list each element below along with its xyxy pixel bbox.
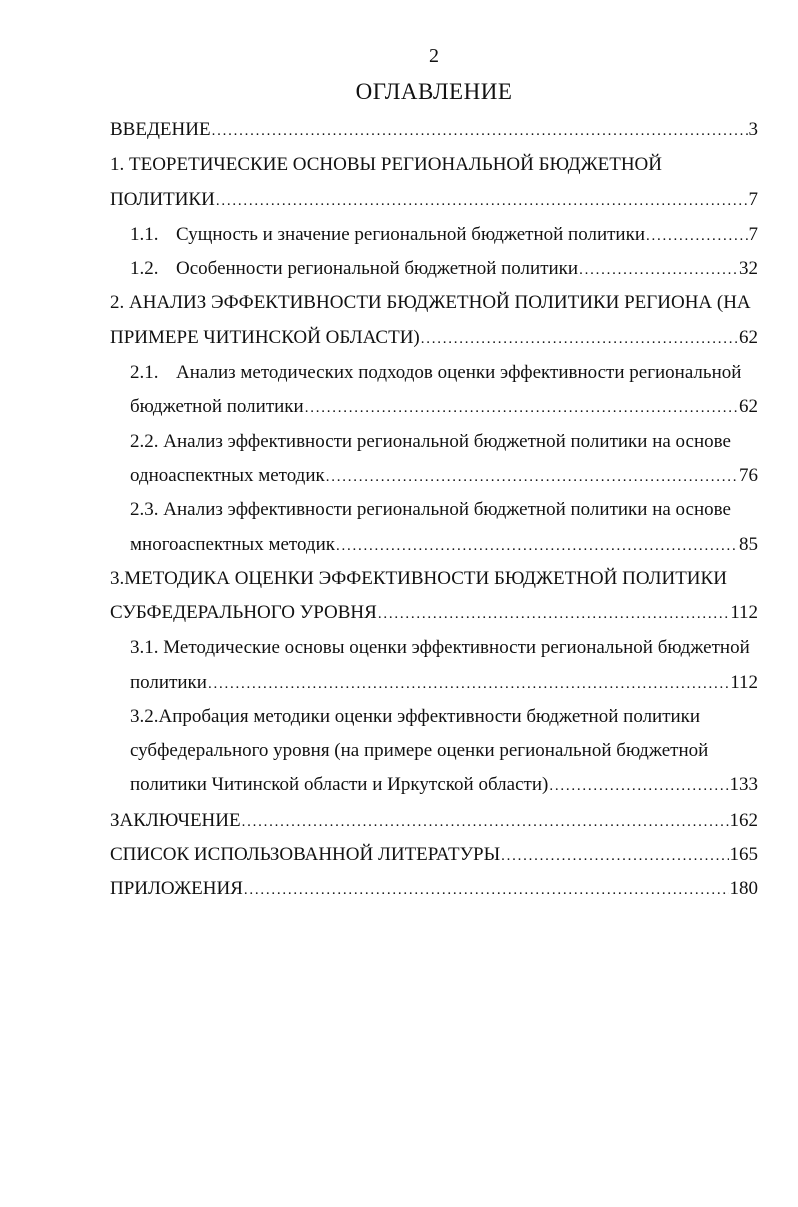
toc-leader-dots <box>326 464 738 490</box>
toc-section-number: 1.1. <box>130 224 159 245</box>
toc-section-title: Анализ методических подходов оценки эффективности региональной <box>176 362 742 383</box>
toc-section-2-2-heading[interactable] <box>130 429 758 455</box>
toc-entry-appendix[interactable] <box>110 876 758 903</box>
toc-section-number: 2.1. <box>130 362 159 383</box>
page-title: ОГЛАВЛЕНИЕ <box>355 79 513 104</box>
toc-entry-literature[interactable] <box>110 842 758 869</box>
toc-entry-page: 7 <box>748 224 758 245</box>
toc-section-3-2-heading[interactable] <box>130 704 758 730</box>
toc-entry-label: ЗАКЛЮЧЕНИЕ <box>110 810 241 831</box>
toc-entry-label: ПРИЛОЖЕНИЯ <box>110 878 243 899</box>
toc-chapter-2[interactable] <box>110 325 758 352</box>
toc-entry-label: ВВЕДЕНИЕ <box>110 119 211 140</box>
toc-leader-dots <box>208 671 729 697</box>
toc-entry-page: 112 <box>730 672 758 693</box>
toc-section-3-2[interactable] <box>130 772 758 799</box>
toc-chapter-3[interactable] <box>110 600 758 627</box>
toc-chapter-2-heading[interactable] <box>110 290 758 316</box>
toc-entry-label: 3.1. Методические основы оценки эффективности региональной бюджетной <box>130 637 750 658</box>
toc-entry-page: 3 <box>748 119 758 140</box>
toc-chapter-1[interactable] <box>110 187 758 214</box>
toc-entry-intro[interactable] <box>110 117 758 144</box>
toc-leader-dots <box>305 395 738 421</box>
toc-entry-label <box>130 360 741 386</box>
toc-leader-dots <box>378 601 729 627</box>
toc-entry-page: 85 <box>739 534 758 555</box>
toc-leader-dots <box>244 877 729 903</box>
page-number: 2 <box>429 45 439 67</box>
toc-entry-label: 2. АНАЛИЗ ЭФФЕКТИВНОСТИ БЮДЖЕТНОЙ ПОЛИТИКИ РЕГИОНА (НА <box>110 292 751 313</box>
toc-leader-dots <box>216 188 748 214</box>
toc-entry-label: субфедерального уровня (на примере оценки региональной бюджетной <box>130 740 709 761</box>
toc-entry-page: 162 <box>729 810 758 831</box>
toc-section-2-1-heading[interactable] <box>130 360 758 386</box>
toc-entry-label: 1. ТЕОРЕТИЧЕСКИЕ ОСНОВЫ РЕГИОНАЛЬНОЙ БЮДЖЕТНОЙ <box>110 154 662 175</box>
toc-leader-dots <box>549 773 728 799</box>
toc-section-3-2-heading-cont[interactable] <box>130 738 758 764</box>
toc-leader-dots <box>242 809 729 835</box>
toc-entry-label <box>130 256 578 282</box>
toc-entry-page: 180 <box>729 878 758 899</box>
toc-entry-label: многоаспектных методик <box>130 534 335 555</box>
toc-entry-label: политики Читинской области и Иркутской области) <box>130 774 549 795</box>
toc-section-3-1[interactable] <box>130 670 758 697</box>
toc-entry-page: 32 <box>739 258 758 279</box>
toc-entry-label: ПРИМЕРЕ ЧИТИНСКОЙ ОБЛАСТИ) <box>110 327 420 348</box>
toc-section-title: Особенности региональной бюджетной политики <box>176 258 579 279</box>
toc-entry-label: 2.2. Анализ эффективности региональной бюджетной политики на основе <box>130 431 731 452</box>
toc-entry-label: политики <box>130 672 207 693</box>
toc-chapter-3-heading[interactable] <box>110 566 758 592</box>
toc-entry-page: 62 <box>739 327 758 348</box>
toc-entry-label: бюджетной политики <box>130 396 304 417</box>
toc-entry-label: 3.МЕТОДИКА ОЦЕНКИ ЭФФЕКТИВНОСТИ БЮДЖЕТНОЙ ПОЛИТИКИ <box>110 568 727 589</box>
toc-entry-page: 112 <box>730 602 758 623</box>
toc-entry-label: 2.3. Анализ эффективности региональной бюджетной политики на основе <box>130 499 731 520</box>
toc-section-title: Сущность и значение региональной бюджетной политики <box>176 224 645 245</box>
toc-section-3-1-heading[interactable] <box>130 635 758 661</box>
toc-entry-page: 76 <box>739 465 758 486</box>
toc-leader-dots <box>646 223 748 249</box>
toc-entry-label: СПИСОК ИСПОЛЬЗОВАННОЙ ЛИТЕРАТУРЫ <box>110 844 501 865</box>
toc-chapter-1-heading[interactable] <box>110 152 758 178</box>
toc-entry-page: 62 <box>739 396 758 417</box>
toc-leader-dots <box>501 843 728 869</box>
toc-section-number: 1.2. <box>130 258 159 279</box>
toc-entry-label: 3.2.Апробация методики оценки эффективности бюджетной политики <box>130 706 701 727</box>
toc-entry-page: 165 <box>729 844 758 865</box>
toc-entry-page: 133 <box>729 774 758 795</box>
toc-entry-label: одноаспектных методик <box>130 465 325 486</box>
toc-section-2-1[interactable] <box>130 394 758 421</box>
toc-entry-label: ПОЛИТИКИ <box>110 189 215 210</box>
toc-section-1-2[interactable] <box>130 256 758 283</box>
toc-section-2-3[interactable] <box>130 532 758 559</box>
toc-section-1-1[interactable] <box>130 222 758 249</box>
toc-leader-dots <box>336 533 738 559</box>
toc-leader-dots <box>212 118 748 144</box>
toc-leader-dots <box>579 257 738 283</box>
toc-section-2-2[interactable] <box>130 463 758 490</box>
toc-leader-dots <box>421 326 738 352</box>
toc-entry-label <box>130 222 645 248</box>
toc-entry-page: 7 <box>748 189 758 210</box>
toc-entry-label: СУБФЕДЕРАЛЬНОГО УРОВНЯ <box>110 602 377 623</box>
toc-section-2-3-heading[interactable] <box>130 497 758 523</box>
toc-entry-conclusion[interactable] <box>110 808 758 835</box>
